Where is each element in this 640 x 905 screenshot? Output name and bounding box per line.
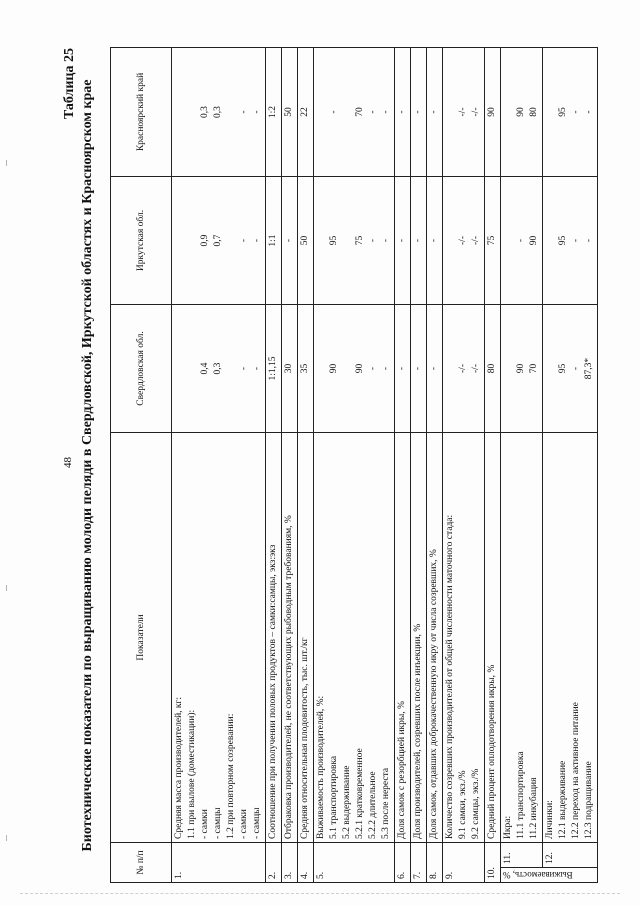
table-label: Таблица 25 bbox=[62, 48, 77, 120]
indicator-cell bbox=[172, 433, 266, 843]
page-edge-line bbox=[20, 893, 620, 894]
value-irkutsk bbox=[501, 177, 543, 305]
value-line: 1:2 bbox=[268, 105, 278, 119]
value-line: 30 bbox=[284, 363, 294, 374]
value-line bbox=[544, 180, 557, 301]
value-line: -/- bbox=[471, 236, 481, 245]
value-line bbox=[544, 308, 557, 429]
indicator-line: 12.2 переход на активное питание bbox=[571, 702, 581, 839]
value-line bbox=[225, 308, 238, 429]
value-line: - bbox=[571, 110, 581, 114]
value-line: 0,9 bbox=[200, 234, 210, 247]
row-number: 5. bbox=[314, 843, 395, 883]
value-irkutsk bbox=[443, 177, 485, 305]
value-line bbox=[444, 308, 457, 429]
value-line: - bbox=[413, 238, 423, 243]
indicator-cell bbox=[411, 433, 427, 843]
value-line: - bbox=[571, 366, 581, 371]
value-line: - bbox=[571, 238, 581, 243]
indicator-line: 9.2 самцы, экз./% bbox=[471, 768, 481, 839]
value-irkutsk bbox=[543, 177, 598, 305]
indicator-line: Количество созревших производителей от общей численности маточного стада: bbox=[445, 514, 455, 839]
value-sverdlovsk bbox=[172, 305, 266, 433]
value-line: - bbox=[252, 110, 262, 114]
indicator-line: 5.2 выдерживание bbox=[342, 765, 352, 839]
value-line: - bbox=[252, 238, 262, 243]
value-line bbox=[341, 180, 354, 301]
value-krasnoyarsk bbox=[501, 48, 543, 177]
value-line bbox=[315, 308, 328, 429]
value-sverdlovsk bbox=[314, 305, 395, 433]
indicator-cell bbox=[298, 433, 314, 843]
value-line: 22 bbox=[300, 107, 310, 117]
row-number: 7. bbox=[411, 843, 427, 883]
row-number: 9. bbox=[443, 843, 485, 883]
indicator-line: 1.1 при вылове (доместикации): bbox=[187, 709, 197, 839]
indicator-cell bbox=[266, 433, 282, 843]
value-line: - bbox=[368, 238, 378, 243]
value-line bbox=[186, 180, 199, 301]
table-row bbox=[485, 48, 501, 883]
value-line: - bbox=[516, 238, 526, 243]
value-line: - bbox=[239, 238, 249, 243]
value-line bbox=[502, 308, 515, 429]
header-number: № п/п bbox=[111, 843, 172, 883]
value-line: - bbox=[397, 110, 407, 114]
value-irkutsk bbox=[485, 177, 501, 305]
page-number: 48 bbox=[62, 457, 74, 468]
value-line: - bbox=[252, 366, 262, 371]
indicator-line: Личинки: bbox=[545, 800, 555, 839]
value-krasnoyarsk bbox=[485, 48, 501, 177]
row-number: 10. bbox=[485, 843, 501, 883]
indicator-line: Соотношение при получении половых продуктов – самки:самцы, экз:экз bbox=[268, 544, 278, 839]
indicator-cell bbox=[427, 433, 443, 843]
value-line: 70 bbox=[529, 363, 539, 374]
value-line: - bbox=[413, 110, 423, 114]
value-line: - bbox=[397, 238, 407, 243]
value-line: -/- bbox=[458, 107, 468, 117]
table-row bbox=[266, 48, 282, 883]
value-irkutsk bbox=[172, 177, 266, 305]
indicator-cell bbox=[485, 433, 501, 843]
value-line bbox=[444, 180, 457, 301]
table-row bbox=[501, 48, 543, 883]
value-line: 1:1 bbox=[268, 234, 278, 247]
value-sverdlovsk bbox=[298, 305, 314, 433]
table-header-row bbox=[111, 48, 172, 883]
indicator-line: - самки bbox=[239, 809, 249, 839]
header-indicator: Показатели bbox=[111, 433, 172, 843]
value-krasnoyarsk bbox=[298, 48, 314, 177]
value-line: 90 bbox=[329, 363, 339, 374]
indicator-line: - самцы bbox=[252, 807, 262, 839]
value-line: 95 bbox=[558, 235, 568, 246]
punch-mark bbox=[6, 160, 7, 166]
value-krasnoyarsk bbox=[395, 48, 411, 177]
value-line: 90 bbox=[516, 107, 526, 117]
header-krasnoyarsk: Красноярский край bbox=[111, 48, 172, 177]
value-line: - bbox=[381, 366, 391, 371]
value-line bbox=[315, 180, 328, 301]
value-line: - bbox=[381, 110, 391, 114]
value-line: - bbox=[584, 238, 594, 243]
value-line: 80 bbox=[529, 107, 539, 117]
value-sverdlovsk bbox=[395, 305, 411, 433]
value-krasnoyarsk bbox=[543, 48, 598, 177]
table-row bbox=[298, 48, 314, 883]
rotated-content bbox=[62, 48, 592, 883]
value-line: - bbox=[368, 110, 378, 114]
table-row bbox=[395, 48, 411, 883]
value-line: 95 bbox=[558, 363, 568, 374]
value-line bbox=[173, 180, 186, 301]
table-body bbox=[172, 48, 598, 883]
row-number: 12. bbox=[543, 843, 598, 868]
value-line: - bbox=[381, 238, 391, 243]
value-sverdlovsk bbox=[501, 305, 543, 433]
value-krasnoyarsk bbox=[282, 48, 298, 177]
value-sverdlovsk bbox=[266, 305, 282, 433]
punch-mark bbox=[6, 585, 7, 591]
indicator-cell bbox=[282, 433, 298, 843]
indicator-cell bbox=[395, 433, 411, 843]
value-line bbox=[186, 308, 199, 429]
value-sverdlovsk bbox=[282, 305, 298, 433]
header-irkutsk: Иркутская обл. bbox=[111, 177, 172, 305]
value-line: -/- bbox=[458, 236, 468, 245]
value-line: 0,3 bbox=[213, 362, 223, 375]
indicator-line: 12.3 подращивание bbox=[584, 761, 594, 839]
value-irkutsk bbox=[411, 177, 427, 305]
indicator-line: 5.2.1 кратковременное bbox=[355, 748, 365, 839]
value-line: - bbox=[584, 110, 594, 114]
row-number: 8. bbox=[427, 843, 443, 883]
value-irkutsk bbox=[314, 177, 395, 305]
value-line bbox=[173, 308, 186, 429]
value-line: - bbox=[429, 238, 439, 243]
value-line bbox=[225, 51, 238, 173]
indicator-line: - самки bbox=[200, 809, 210, 839]
indicators-table bbox=[110, 47, 598, 883]
value-line: 90 bbox=[529, 235, 539, 246]
value-line bbox=[341, 51, 354, 173]
value-line bbox=[186, 51, 199, 173]
indicator-line: Доля самок с резорбцией икры, % bbox=[397, 701, 407, 839]
value-line: 80 bbox=[487, 363, 497, 374]
value-krasnoyarsk bbox=[314, 48, 395, 177]
value-line: 1:1,15 bbox=[268, 356, 278, 381]
value-sverdlovsk bbox=[443, 305, 485, 433]
value-line bbox=[544, 51, 557, 173]
value-line: 0,4 bbox=[200, 362, 210, 375]
value-line: 50 bbox=[284, 107, 294, 117]
value-line bbox=[225, 180, 238, 301]
value-sverdlovsk bbox=[485, 305, 501, 433]
row-number: 1. bbox=[172, 843, 266, 883]
indicator-line: 12.1 выдерживание bbox=[558, 760, 568, 839]
value-irkutsk bbox=[282, 177, 298, 305]
value-line bbox=[502, 51, 515, 173]
value-line bbox=[173, 51, 186, 173]
indicator-line: - самцы bbox=[213, 807, 223, 839]
indicator-line: Средняя относительная плодовитость, тыс. шт./кг bbox=[300, 637, 310, 839]
value-line bbox=[502, 180, 515, 301]
indicator-line: Средний процент оплодотворения икры, % bbox=[487, 664, 497, 839]
value-line: -/- bbox=[471, 364, 481, 373]
indicator-cell bbox=[501, 433, 543, 843]
value-krasnoyarsk bbox=[443, 48, 485, 177]
table-row bbox=[543, 48, 598, 883]
table-row bbox=[427, 48, 443, 883]
value-line: 0,7 bbox=[213, 234, 223, 247]
indicator-line: Отбраковка производителей, не соответствующих рыбоводным требованиям, % bbox=[284, 515, 294, 839]
value-line: - bbox=[429, 366, 439, 371]
value-line: - bbox=[368, 366, 378, 371]
value-line: - bbox=[329, 110, 339, 114]
indicator-line: Выживаемость производителей, %: bbox=[316, 695, 326, 839]
indicator-line: 1.2 при повторном созревании: bbox=[226, 713, 236, 839]
row-number: 3. bbox=[282, 843, 298, 883]
indicator-line: 9.1 самки, экз./% bbox=[458, 770, 468, 839]
value-krasnoyarsk bbox=[411, 48, 427, 177]
row-number: 11. bbox=[501, 843, 543, 868]
indicator-cell bbox=[314, 433, 395, 843]
value-line: 87,3* bbox=[584, 357, 594, 380]
value-sverdlovsk bbox=[543, 305, 598, 433]
table-row bbox=[282, 48, 298, 883]
indicator-line: 5.1 транспортировка bbox=[329, 755, 339, 839]
value-line bbox=[315, 51, 328, 173]
table-row bbox=[172, 48, 266, 883]
value-irkutsk bbox=[298, 177, 314, 305]
value-line: 35 bbox=[300, 363, 310, 374]
side-label: Выживаемость, % bbox=[503, 870, 573, 881]
value-line: 75 bbox=[487, 235, 497, 246]
value-line: 90 bbox=[355, 363, 365, 374]
value-line: 95 bbox=[558, 107, 568, 117]
value-line: 95 bbox=[329, 235, 339, 246]
value-line: 90 bbox=[516, 363, 526, 374]
value-line: -/- bbox=[458, 364, 468, 373]
header-sverdlovsk: Свердловская обл. bbox=[111, 305, 172, 433]
value-krasnoyarsk bbox=[266, 48, 282, 177]
value-irkutsk bbox=[266, 177, 282, 305]
indicator-line: 5.3 после нереста bbox=[381, 767, 391, 839]
value-line: 75 bbox=[355, 235, 365, 246]
indicator-line: Икра: bbox=[503, 815, 513, 839]
indicator-line: Средняя масса производителей, кг: bbox=[174, 696, 184, 839]
punch-mark bbox=[6, 835, 7, 841]
value-line: - bbox=[239, 110, 249, 114]
indicator-cell bbox=[543, 433, 598, 843]
value-line: 90 bbox=[487, 107, 497, 117]
value-line: - bbox=[413, 366, 423, 371]
value-line: - bbox=[397, 366, 407, 371]
row-number: 2. bbox=[266, 843, 282, 883]
table-row bbox=[443, 48, 485, 883]
indicator-line: Доля производителей, созревших после инъекции, % bbox=[413, 623, 423, 839]
value-line: 0,3 bbox=[200, 106, 210, 118]
value-line: - bbox=[429, 110, 439, 114]
value-irkutsk bbox=[395, 177, 411, 305]
value-krasnoyarsk bbox=[427, 48, 443, 177]
table-row bbox=[411, 48, 427, 883]
indicator-cell bbox=[443, 433, 485, 843]
value-sverdlovsk bbox=[427, 305, 443, 433]
indicator-line: Доля самок, отдавших доброкачественную икру от числа созревших, % bbox=[429, 549, 439, 839]
value-line: 70 bbox=[355, 107, 365, 117]
value-line: 0,3 bbox=[213, 106, 223, 118]
value-line: - bbox=[284, 238, 294, 243]
row-number: 6. bbox=[395, 843, 411, 883]
table-row bbox=[314, 48, 395, 883]
value-sverdlovsk bbox=[411, 305, 427, 433]
value-line bbox=[444, 51, 457, 173]
value-line: 50 bbox=[300, 235, 310, 246]
indicator-line: 11.1 транспортировка bbox=[516, 751, 526, 839]
side-label-cell bbox=[501, 868, 598, 883]
indicator-line: 11.2 инкубация bbox=[529, 777, 539, 839]
indicator-line: 5.2.2 длительное bbox=[368, 771, 378, 839]
row-number: 4. bbox=[298, 843, 314, 883]
value-irkutsk bbox=[427, 177, 443, 305]
value-line: -/- bbox=[471, 107, 481, 117]
document-title: Биотехнические показатели по выращиванию молоди пеляди в Свердловской, Иркутской областях и Красноярском крае bbox=[80, 79, 95, 852]
value-krasnoyarsk bbox=[172, 48, 266, 177]
value-line: - bbox=[239, 366, 249, 371]
value-line bbox=[341, 308, 354, 429]
